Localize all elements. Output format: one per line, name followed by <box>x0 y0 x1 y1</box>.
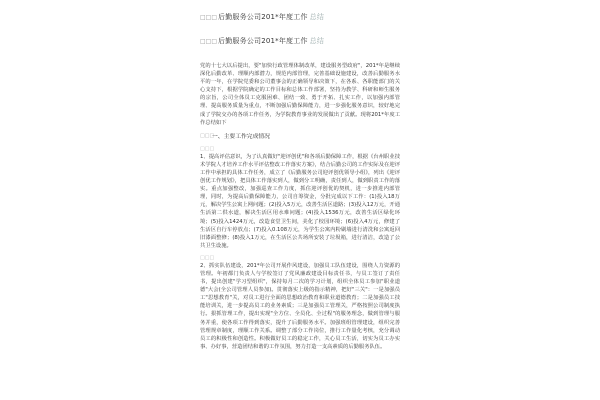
paragraph-1: 1、提高评估意识，为了认真做好"迎评创优"和各项后勤保障工作，根据《台州职业技术学院人才培养工作水平评估整改工作落实方案》，结合后勤公司的工作实际及在迎评工作中承担的具体工作任务，成立了《后勤服务公司迎评创优领导小组》，列出《迎评创优工作规划》，把具体工作落实到人，做到分工明确，责任到人，做到职责工作的落实。重点加强整改，加强巡查工作力度，抓住迎评创优的契机，进一步推进内部管理，同时，为提高后勤保障能力，公司自筹资金，分批完成以下工作：(1)投入18万元，解决学生公寓上网问题；(2)投入5万元，改善生活区道路；(3)投入12万元，开通生活第二供水道，解决生活区用水难问题；(4)投入1536万元，改善生活区绿化环境；(5)投入1424万元，改造食堂卫生间，美化了校园环境；(6)投入4万元，修建了生活区自行车停放点；(7)投入0.108万元，为学生公寓内粉刷墙进行清洗和公寓返回旧漆面整修；(8)投入1万元，在生活区公共场所安装了垃圾箱，进行清洁，改造了公共卫生设施。 <box>200 153 400 249</box>
section-heading-text: 一、主要工作完成情况 <box>212 134 270 141</box>
paragraph-marker: □□□ <box>200 145 215 152</box>
document-title-repeat: 后勤服务公司201*年度工作 <box>218 37 308 45</box>
title-line-1 <box>200 8 400 26</box>
paragraph-marker: □□□ <box>200 254 215 261</box>
document-title: 后勤服务公司201*年度工作 <box>218 13 308 21</box>
line-marker: □□□ <box>200 13 218 21</box>
intro-paragraph: 党的十七大以后提出，要"加快行政管理体制改革，建设服务型政府"，201*年是继续深化后勤改革、理顺内部潜力，规范内部管理，完善基础设施建设，改善后勤服务水平的一年，在学院党委和公司董事会的正确领导和决策下，在各系、各职能部门的关心支持下，根据学院确定的工作目标和总体工作部署，坚持为教学、科研和师生服务的宗旨，公司全体员工克服困难、团结一致、勇于开拓、扎实工作，以加强内部管理、提高服务质量为重点，不断加强后勤保障能力，进一步强化服务意识，较好地完成了学院交办的各项工作任务，为学院教育事业的发展做出了贡献。现将201*年度工作总结如下 <box>200 63 400 126</box>
paragraph-2: 2、抓实队伍建设，201*年公司开展作风建设，加强员工队伍建设，围绕人力资源的管理。年初都门负责人与学校签订了党风廉政建设目标责任书，与员工签订了责任书，提出创建"学习型组织"，保持每月二次的学习计划，组织全体员工参加"职业道德"大会(全公司管理人员参加)。贯彻落实上级的指示精神，把好"三关"：一是加强员工"思想教育"关，对员工进行全面的思想政治教育和职业道德教育；二是加强员工技能培训关，进一步提高员工的业务素质；三是加强员工管理关，严格按照公司制度执行。狠抓管理工作，提出实现"全方位、全员化、全过程"的服务理念，做到管理与服务并重，使各项工作得到落实，提升了后勤服务水平。加强班组管理建设，组织完善管理规章制度，理顺工作关系。调整了部分工作岗位，推行工作量化考核，充分调动员工的积极性和创造性。积极做好员工的稳定工作，关心员工生活，切实为员工办实事、办好事，营造团结和谐的工作氛围，努力打造一支高素质的后勤服务队伍。 <box>200 262 400 350</box>
line-marker: □□□ <box>200 37 218 45</box>
section-heading <box>200 131 400 141</box>
document-title-tail: 总结 <box>309 13 325 21</box>
line-marker: □□□ <box>200 132 215 139</box>
document-title-tail: 总结 <box>309 37 325 45</box>
title-line-2 <box>200 32 400 50</box>
